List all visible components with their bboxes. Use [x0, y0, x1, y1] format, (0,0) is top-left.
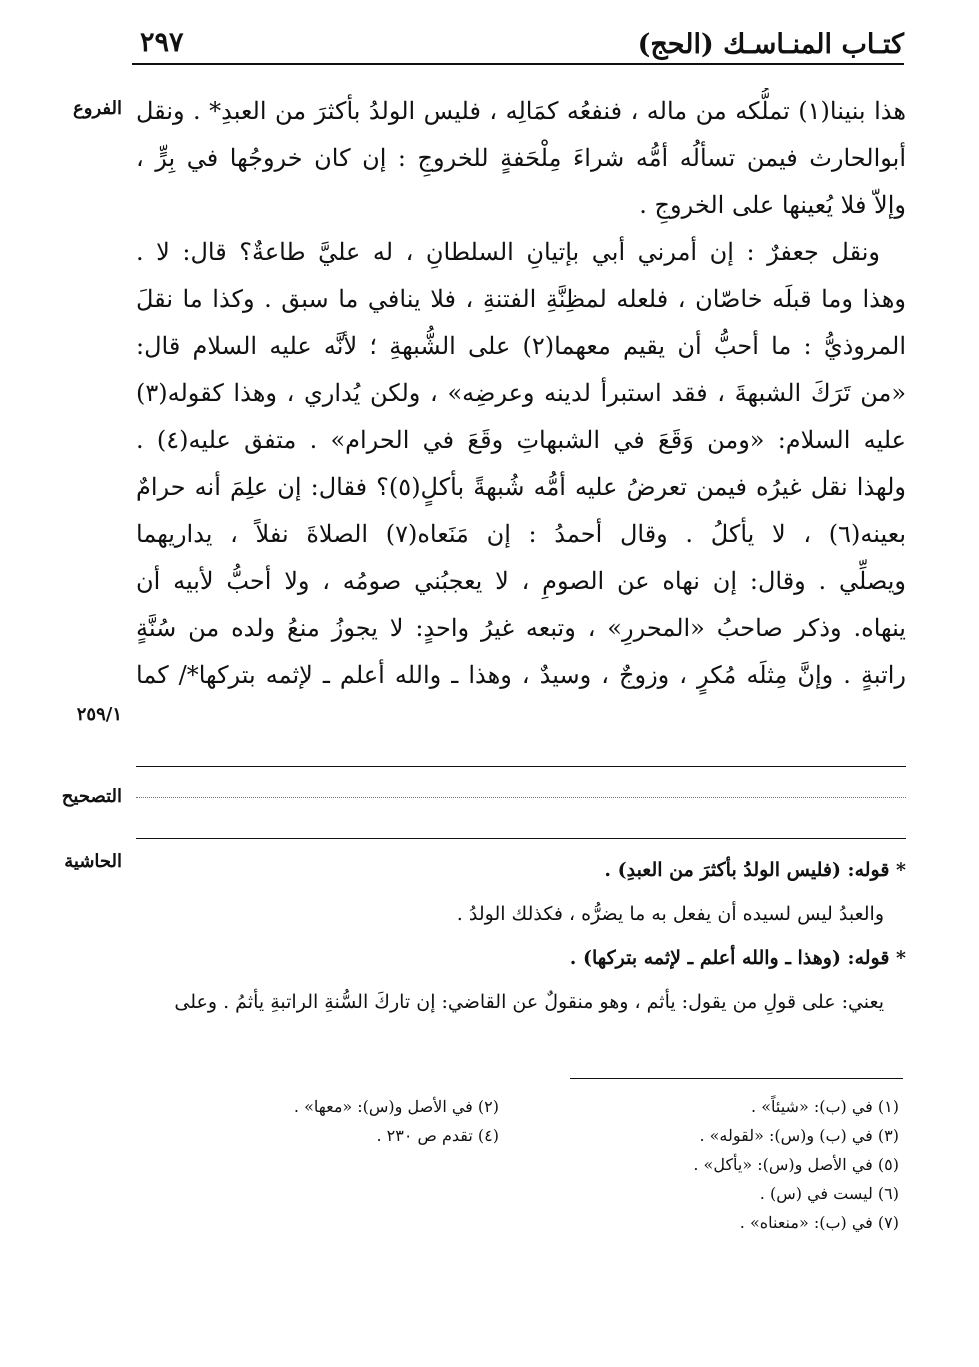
margin-label-hashiya: الحاشية: [64, 851, 122, 872]
text-line: ولهذا نقل غيرُه فيمن تعرضُ عليه أمُّه شُبهةً بأكلٍ(٥)؟ فقال: إن علِمَ أنه حرامٌ: [136, 473, 906, 501]
footnotes-rule: [570, 1078, 903, 1079]
hashiya-comment: يعني: على قولِ من يقول: يأثم ، وهو منقولٌ عن القاضي: إن تاركَ السُّنةِ الراتبةِ يأثمُ . وعلى: [174, 991, 884, 1013]
footnote: (٥) في الأصل و(س): «يأكل» .: [693, 1155, 899, 1174]
header-rule: [132, 63, 904, 65]
text-line: المروذيُّ : ما أحبُّ أن يقيم معهما(٢) على الشُّبهةِ ؛ لأنَّه عليه السلام قال:: [136, 332, 906, 360]
text-line: راتبةٍ . وإنَّ مِثلَه مُكرٍ ، وزوجٌ ، وسيدٌ ، وهذا ـ والله أعلم ـ لإثمه بتركها*/ كما: [136, 661, 906, 689]
hashiya-top-rule: [136, 838, 906, 839]
footnote: (٢) في الأصل و(س): «معها» .: [293, 1097, 499, 1116]
text-line: ونقل جعفرٌ : إن أمرني أبي بإتيانِ السلطانِ ، له عليَّ طاعةٌ؟ قال: لا .: [136, 238, 880, 266]
text-line: وإلاّ فلا يُعينها على الخروجِ .: [639, 191, 906, 219]
footnote: (٣) في (ب) و(س): «لقوله» .: [699, 1126, 899, 1145]
tashih-dotted-line: [136, 797, 906, 798]
footnote: (٧) في (ب): «منعناه» .: [739, 1213, 899, 1232]
text-line: «من تَرَكَ الشبهةَ ، فقد استبرأ لدينه وعرضِه» ، ولكن يُداري ، وهذا كقوله(٣): [136, 379, 906, 407]
hashiya-block: [136, 855, 906, 1031]
footnotes-right-column: [599, 1092, 899, 1237]
margin-label-tashih: التصحيح: [61, 786, 122, 807]
text-line: أبوالحارث فيمن تسألُه أمُّه شراءَ مِلْحَفةٍ للخروجِ : إن كان خروجُها في بِرٍّ ،: [136, 144, 906, 172]
tashih-top-rule: [136, 766, 906, 767]
footnote: (١) في (ب): «شيئاً» .: [751, 1097, 899, 1116]
footnotes-left-column: [199, 1092, 499, 1150]
footnote: (٦) ليست في (س) .: [759, 1184, 899, 1203]
text-line: عليه السلام: «ومن وَقَعَ في الشبهاتِ وقَعَ في الحرام» . متفق عليه(٤) .: [136, 426, 906, 454]
main-text-block: [136, 88, 906, 699]
hashiya-comment: والعبدُ ليس لسيده أن يفعل به ما يضرُّه ، فكذلك الولدُ .: [456, 903, 884, 925]
text-line: ويصلِّي . وقال: إن نهاه عن الصومِ ، لا يعجبُني صومُه ، ولا أحبُّ لأبيه أن: [136, 567, 906, 595]
running-header-title: كتـاب المنـاسـك (الحج): [637, 29, 904, 60]
text-line: هذا بنينا(١) تملُّكه من ماله ، فنفعُه كمَالِه ، فليس الولدُ بأكثرَ من العبدِ* . ونقل: [136, 97, 906, 125]
hashiya-quote: * قوله: (فليس الولدُ بأكثرَ من العبدِ) .: [604, 859, 906, 881]
text-line: ينهاه. وذكر صاحبُ «المحررِ» ، وتبعه غيرُ واحدٍ: لا يجوزُ منعُ ولده من سُنَّةٍ: [136, 614, 906, 642]
margin-label-furu: الفروع: [73, 98, 122, 119]
text-line: وهذا وما قبلَه خاصّان ، فلعله لمظِنَّةِ الفتنةِ ، فلا ينافي ما سبق . وكذا ما نقلَ: [136, 285, 906, 313]
page-number: ٢٩٧: [140, 27, 184, 58]
footnote: (٤) تقدم ص ٢٣٠ .: [376, 1126, 499, 1145]
margin-volume-reference: ٢٥٩/١: [76, 704, 122, 725]
text-line: بعينه(٦) ، لا يأكلُ . وقال أحمدُ : إن مَنَعاه(٧) الصلاةَ نفلاً ، يداريهما: [136, 520, 906, 548]
hashiya-quote: * قوله: (وهذا ـ والله أعلم ـ لإثمه بتركها) .: [569, 947, 906, 969]
